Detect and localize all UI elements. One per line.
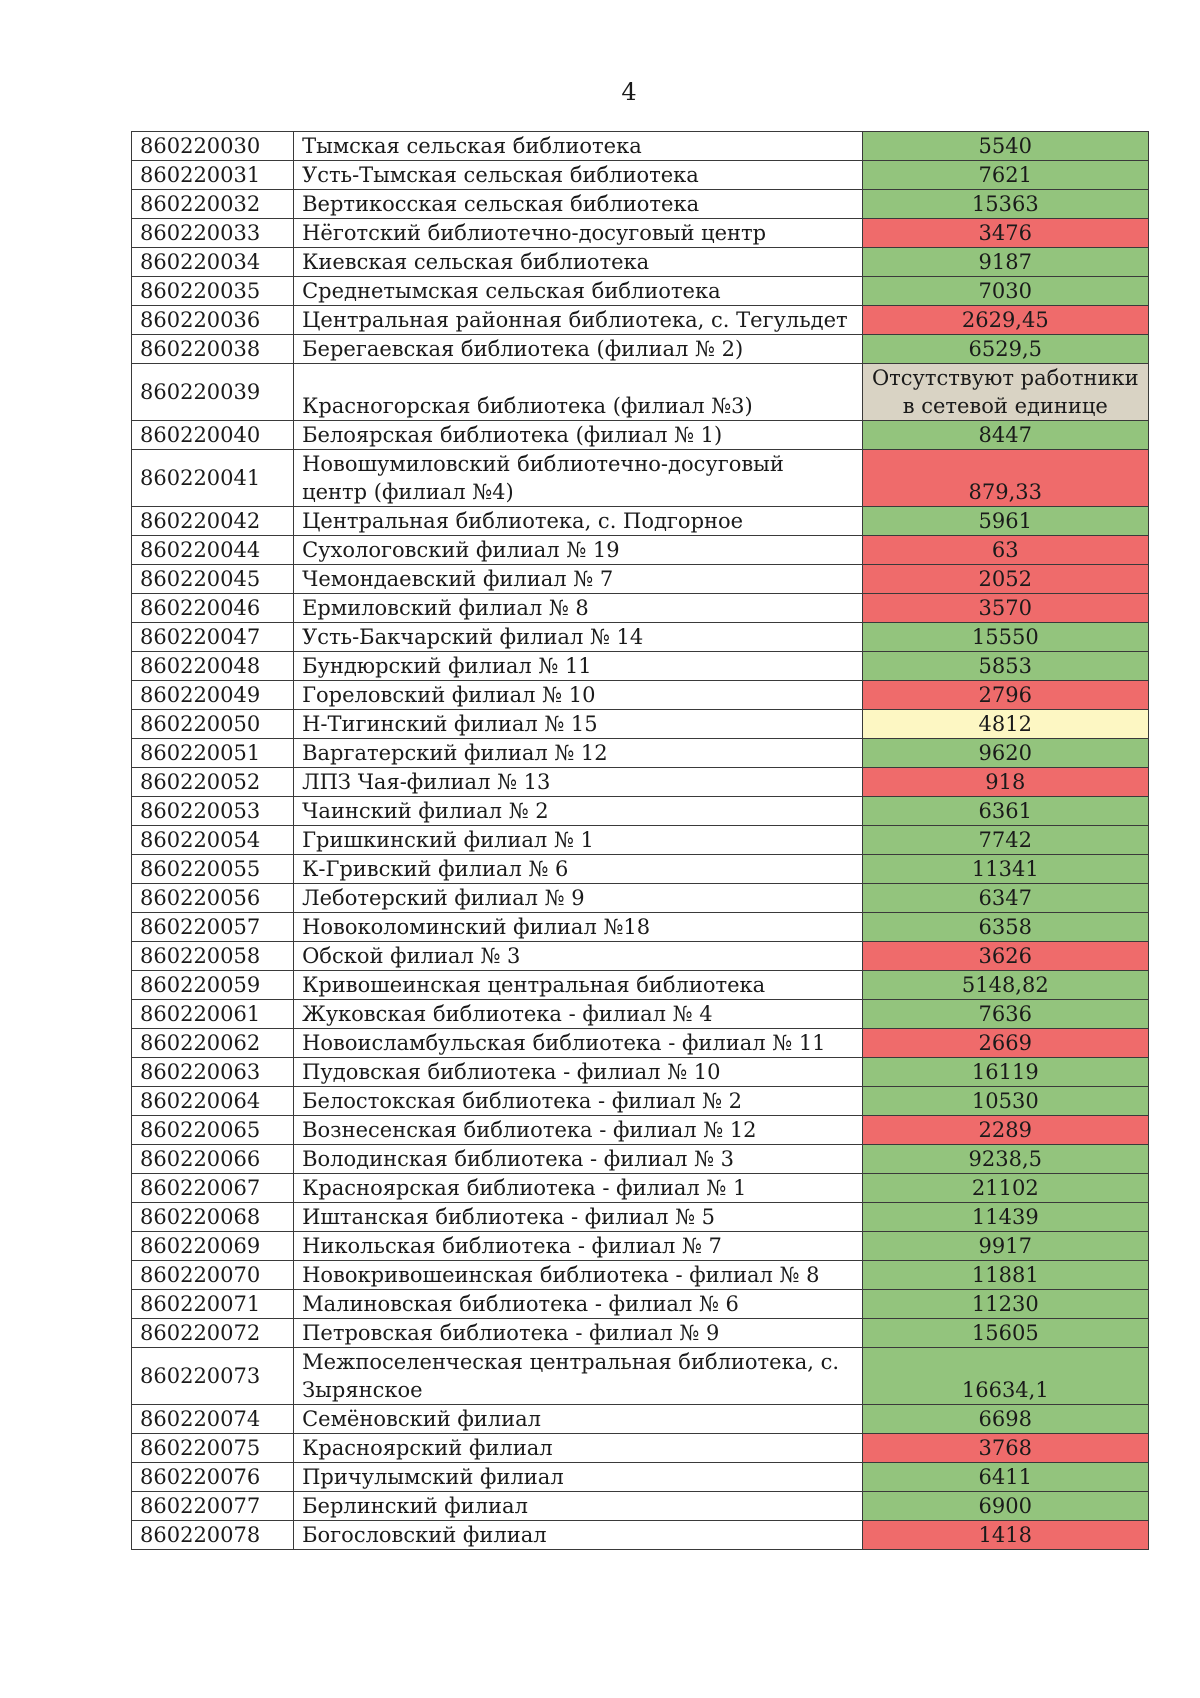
value-cell: 7621 — [862, 161, 1148, 190]
library-name-cell: Сухологовский филиал № 19 — [294, 536, 862, 565]
value-cell: 21102 — [862, 1174, 1148, 1203]
table-row — [132, 1463, 1149, 1492]
library-name-cell: Межпоселенческая центральная библиотека, с. Зырянское — [294, 1348, 862, 1405]
value-cell: 11881 — [862, 1261, 1148, 1290]
library-code-cell: 860220056 — [132, 884, 294, 913]
value-cell: 63 — [862, 536, 1148, 565]
table-row — [132, 1521, 1149, 1550]
value-cell: 6900 — [862, 1492, 1148, 1521]
library-name-cell: Никольская библиотека - филиал № 7 — [294, 1232, 862, 1261]
table-row — [132, 1203, 1149, 1232]
library-name-cell: Вертикосская сельская библиотека — [294, 190, 862, 219]
table-row — [132, 1405, 1149, 1434]
table-row — [132, 219, 1149, 248]
value-cell: 9238,5 — [862, 1145, 1148, 1174]
value-cell: 9187 — [862, 248, 1148, 277]
table-row — [132, 623, 1149, 652]
value-cell: Отсутствуют работники в сетевой единице — [862, 364, 1148, 421]
library-code-cell: 860220061 — [132, 1000, 294, 1029]
library-code-cell: 860220042 — [132, 507, 294, 536]
library-name-cell: Н-Тигинский филиал № 15 — [294, 710, 862, 739]
value-cell: 5961 — [862, 507, 1148, 536]
library-name-cell: Усть-Тымская сельская библиотека — [294, 161, 862, 190]
value-cell: 11230 — [862, 1290, 1148, 1319]
library-code-cell: 860220044 — [132, 536, 294, 565]
table-row — [132, 1058, 1149, 1087]
library-name-cell: Центральная районная библиотека, с. Тегульдет — [294, 306, 862, 335]
library-name-cell: Чемондаевский филиал № 7 — [294, 565, 862, 594]
library-name-cell: Берлинский филиал — [294, 1492, 862, 1521]
value-cell: 2796 — [862, 681, 1148, 710]
value-cell: 7030 — [862, 277, 1148, 306]
library-code-cell: 860220075 — [132, 1434, 294, 1463]
library-name-cell: Богословский филиал — [294, 1521, 862, 1550]
library-code-cell: 860220053 — [132, 797, 294, 826]
library-name-cell: Петровская библиотека - филиал № 9 — [294, 1319, 862, 1348]
library-name-cell: Причулымский филиал — [294, 1463, 862, 1492]
library-table — [131, 131, 1149, 1550]
library-code-cell: 860220035 — [132, 277, 294, 306]
table-row — [132, 1290, 1149, 1319]
library-name-cell: Новоколоминский филиал №18 — [294, 913, 862, 942]
library-code-cell: 860220036 — [132, 306, 294, 335]
table-row — [132, 710, 1149, 739]
library-code-cell: 860220031 — [132, 161, 294, 190]
library-code-cell: 860220057 — [132, 913, 294, 942]
value-cell: 15363 — [862, 190, 1148, 219]
library-name-cell: Чаинский филиал № 2 — [294, 797, 862, 826]
library-name-cell: Семёновский филиал — [294, 1405, 862, 1434]
library-code-cell: 860220077 — [132, 1492, 294, 1521]
value-cell: 8447 — [862, 421, 1148, 450]
library-code-cell: 860220030 — [132, 132, 294, 161]
value-cell: 15605 — [862, 1319, 1148, 1348]
table-row — [132, 248, 1149, 277]
value-cell: 6411 — [862, 1463, 1148, 1492]
library-code-cell: 860220047 — [132, 623, 294, 652]
library-code-cell: 860220032 — [132, 190, 294, 219]
library-name-cell: К-Гривский филиал № 6 — [294, 855, 862, 884]
library-name-cell: Ермиловский филиал № 8 — [294, 594, 862, 623]
library-name-cell: Новоисламбульская библиотека - филиал № 11 — [294, 1029, 862, 1058]
library-name-cell: Леботерский филиал № 9 — [294, 884, 862, 913]
value-cell: 1418 — [862, 1521, 1148, 1550]
library-code-cell: 860220065 — [132, 1116, 294, 1145]
library-name-cell: Новокривошеинская библиотека - филиал № 8 — [294, 1261, 862, 1290]
table-row — [132, 1000, 1149, 1029]
library-name-cell: Гришкинский филиал № 1 — [294, 826, 862, 855]
value-cell: 9917 — [862, 1232, 1148, 1261]
value-cell: 6698 — [862, 1405, 1148, 1434]
value-cell: 6347 — [862, 884, 1148, 913]
value-cell: 2289 — [862, 1116, 1148, 1145]
value-cell: 7636 — [862, 1000, 1148, 1029]
library-code-cell: 860220051 — [132, 739, 294, 768]
library-code-cell: 860220041 — [132, 450, 294, 507]
library-name-cell: Гореловский филиал № 10 — [294, 681, 862, 710]
library-name-cell: Обской филиал № 3 — [294, 942, 862, 971]
library-code-cell: 860220038 — [132, 335, 294, 364]
table-row — [132, 652, 1149, 681]
value-cell: 2669 — [862, 1029, 1148, 1058]
table-row — [132, 132, 1149, 161]
library-name-cell: Белостокская библиотека - филиал № 2 — [294, 1087, 862, 1116]
table-row — [132, 884, 1149, 913]
library-name-cell: Володинская библиотека - филиал № 3 — [294, 1145, 862, 1174]
library-code-cell: 860220063 — [132, 1058, 294, 1087]
value-cell: 7742 — [862, 826, 1148, 855]
table-row — [132, 507, 1149, 536]
library-code-cell: 860220052 — [132, 768, 294, 797]
table-row — [132, 335, 1149, 364]
value-cell: 2052 — [862, 565, 1148, 594]
value-cell: 4812 — [862, 710, 1148, 739]
table-row — [132, 768, 1149, 797]
table-row — [132, 450, 1149, 507]
library-name-cell: Тымская сельская библиотека — [294, 132, 862, 161]
library-name-cell: Киевская сельская библиотека — [294, 248, 862, 277]
library-code-cell: 860220068 — [132, 1203, 294, 1232]
value-cell: 3476 — [862, 219, 1148, 248]
library-name-cell: Красногорская библиотека (филиал №3) — [294, 364, 862, 421]
table-row — [132, 306, 1149, 335]
library-name-cell: Бундюрский филиал № 11 — [294, 652, 862, 681]
table-row — [132, 594, 1149, 623]
library-code-cell: 860220067 — [132, 1174, 294, 1203]
value-cell: 15550 — [862, 623, 1148, 652]
table-row — [132, 1174, 1149, 1203]
library-code-cell: 860220058 — [132, 942, 294, 971]
library-code-cell: 860220070 — [132, 1261, 294, 1290]
library-name-cell: Новошумиловский библиотечно-досуговый центр (филиал №4) — [294, 450, 862, 507]
value-cell: 9620 — [862, 739, 1148, 768]
table-row — [132, 826, 1149, 855]
library-name-cell: Белоярская библиотека (филиал № 1) — [294, 421, 862, 450]
library-code-cell: 860220055 — [132, 855, 294, 884]
table-row — [132, 942, 1149, 971]
value-cell: 16634,1 — [862, 1348, 1148, 1405]
table-row — [132, 1145, 1149, 1174]
library-code-cell: 860220048 — [132, 652, 294, 681]
library-code-cell: 860220039 — [132, 364, 294, 421]
library-name-cell: Жуковская библиотека - филиал № 4 — [294, 1000, 862, 1029]
library-code-cell: 860220066 — [132, 1145, 294, 1174]
value-cell: 11341 — [862, 855, 1148, 884]
value-cell: 5148,82 — [862, 971, 1148, 1000]
value-cell: 6358 — [862, 913, 1148, 942]
table-row — [132, 1232, 1149, 1261]
table-row — [132, 1116, 1149, 1145]
page-number: 4 — [621, 78, 637, 106]
value-cell: 6361 — [862, 797, 1148, 826]
table-row — [132, 421, 1149, 450]
library-name-cell: Нёготский библиотечно-досуговый центр — [294, 219, 862, 248]
library-code-cell: 860220071 — [132, 1290, 294, 1319]
table-row — [132, 1492, 1149, 1521]
library-name-cell: Вознесенская библиотека - филиал № 12 — [294, 1116, 862, 1145]
library-code-cell: 860220034 — [132, 248, 294, 277]
value-cell: 6529,5 — [862, 335, 1148, 364]
table-row — [132, 277, 1149, 306]
table-row — [132, 1029, 1149, 1058]
table-row — [132, 739, 1149, 768]
library-code-cell: 860220054 — [132, 826, 294, 855]
library-code-cell: 860220072 — [132, 1319, 294, 1348]
library-code-cell: 860220049 — [132, 681, 294, 710]
library-name-cell: Красноярский филиал — [294, 1434, 862, 1463]
library-name-cell: Среднетымская сельская библиотека — [294, 277, 862, 306]
library-code-cell: 860220078 — [132, 1521, 294, 1550]
table-row — [132, 161, 1149, 190]
library-code-cell: 860220076 — [132, 1463, 294, 1492]
library-code-cell: 860220062 — [132, 1029, 294, 1058]
library-code-cell: 860220073 — [132, 1348, 294, 1405]
library-name-cell: Центральная библиотека, с. Подгорное — [294, 507, 862, 536]
table-row — [132, 855, 1149, 884]
library-name-cell: Кривошеинская центральная библиотека — [294, 971, 862, 1000]
table-row — [132, 1319, 1149, 1348]
table-row — [132, 797, 1149, 826]
library-code-cell: 860220045 — [132, 565, 294, 594]
value-cell: 3768 — [862, 1434, 1148, 1463]
table-body — [132, 132, 1149, 1550]
table-row — [132, 1348, 1149, 1405]
value-cell: 3570 — [862, 594, 1148, 623]
library-name-cell: Красноярская библиотека - филиал № 1 — [294, 1174, 862, 1203]
value-cell: 5853 — [862, 652, 1148, 681]
value-cell: 5540 — [862, 132, 1148, 161]
value-cell: 10530 — [862, 1087, 1148, 1116]
value-cell: 918 — [862, 768, 1148, 797]
library-code-cell: 860220069 — [132, 1232, 294, 1261]
value-cell: 16119 — [862, 1058, 1148, 1087]
table-row — [132, 971, 1149, 1000]
library-code-cell: 860220064 — [132, 1087, 294, 1116]
table-row — [132, 536, 1149, 565]
library-code-cell: 860220074 — [132, 1405, 294, 1434]
table-row — [132, 1087, 1149, 1116]
value-cell: 11439 — [862, 1203, 1148, 1232]
library-name-cell: Берегаевская библиотека (филиал № 2) — [294, 335, 862, 364]
value-cell: 3626 — [862, 942, 1148, 971]
library-code-cell: 860220046 — [132, 594, 294, 623]
library-name-cell: Малиновская библиотека - филиал № 6 — [294, 1290, 862, 1319]
library-name-cell: Усть-Бакчарский филиал № 14 — [294, 623, 862, 652]
value-cell: 879,33 — [862, 450, 1148, 507]
library-code-cell: 860220059 — [132, 971, 294, 1000]
table-row — [132, 681, 1149, 710]
table-row — [132, 190, 1149, 219]
library-name-cell: Иштанская библиотека - филиал № 5 — [294, 1203, 862, 1232]
library-code-cell: 860220040 — [132, 421, 294, 450]
library-name-cell: Варгатерский филиал № 12 — [294, 739, 862, 768]
table-row — [132, 1434, 1149, 1463]
table-row — [132, 565, 1149, 594]
library-name-cell: Пудовская библиотека - филиал № 10 — [294, 1058, 862, 1087]
table-row — [132, 1261, 1149, 1290]
value-cell: 2629,45 — [862, 306, 1148, 335]
library-name-cell: ЛПЗ Чая-филиал № 13 — [294, 768, 862, 797]
table-row — [132, 364, 1149, 421]
library-code-cell: 860220033 — [132, 219, 294, 248]
table-row — [132, 913, 1149, 942]
library-code-cell: 860220050 — [132, 710, 294, 739]
